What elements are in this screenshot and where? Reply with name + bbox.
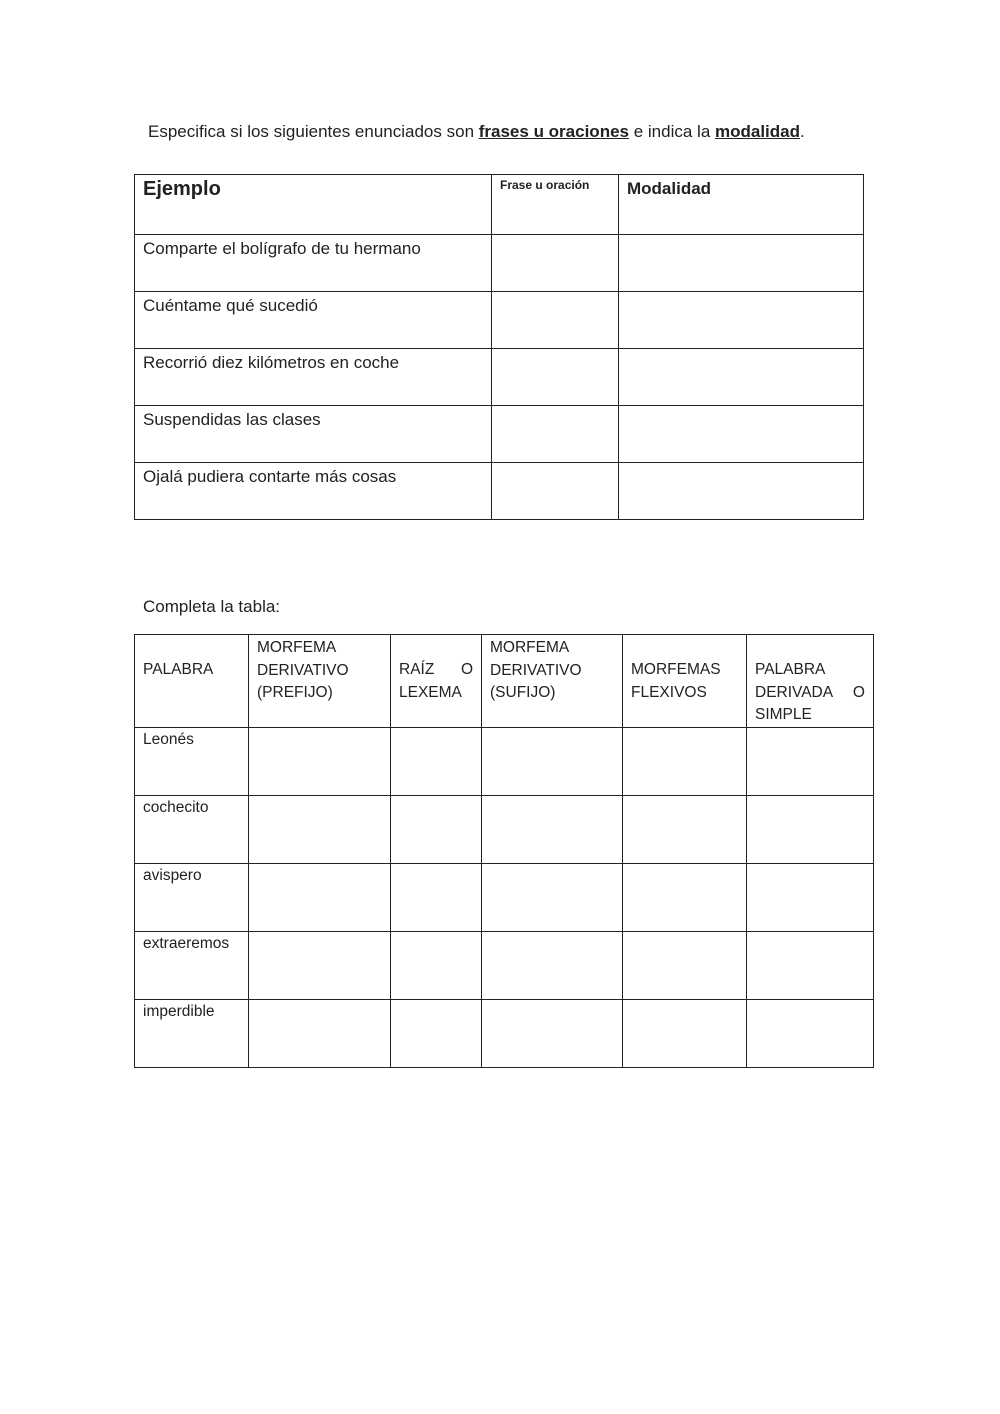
example-cell xyxy=(135,292,492,349)
example-text: Recorrió diez kilómetros en coche xyxy=(143,353,400,372)
word-cell xyxy=(135,864,249,932)
word-cell xyxy=(135,796,249,864)
table-row xyxy=(135,292,864,349)
header-derivada-label xyxy=(747,635,873,727)
header-frase-label: Frase u oración xyxy=(500,178,590,192)
modalidad-answer-cell[interactable] xyxy=(619,349,864,406)
header-line: RAÍZ O xyxy=(399,661,473,678)
header-ejemplo xyxy=(135,175,492,235)
exercise1-instruction xyxy=(148,121,805,143)
header-line: DERIVADA O xyxy=(755,683,865,701)
example-text: Ojalá pudiera contarte más cosas xyxy=(143,467,397,486)
derivada-answer-cell[interactable] xyxy=(747,864,874,932)
header-line: (SUFIJO) xyxy=(490,684,556,701)
flexivos-answer-cell[interactable] xyxy=(623,728,747,796)
flexivos-answer-cell[interactable] xyxy=(623,864,747,932)
modalidad-answer-cell[interactable] xyxy=(619,292,864,349)
table-row xyxy=(135,463,864,520)
frase-answer-cell[interactable] xyxy=(492,406,619,463)
header-line: FLEXIVOS xyxy=(631,683,707,701)
instruction-text: . xyxy=(800,122,805,141)
derivada-answer-cell[interactable] xyxy=(747,796,874,864)
modalidad-answer-cell[interactable] xyxy=(619,463,864,520)
header-raiz-label xyxy=(391,635,481,704)
example-text: Comparte el bolígrafo de tu hermano xyxy=(143,239,421,258)
raiz-answer-cell[interactable] xyxy=(391,932,482,1000)
prefijo-answer-cell[interactable] xyxy=(249,864,391,932)
flexivos-answer-cell[interactable] xyxy=(623,796,747,864)
header-line: PALABRA xyxy=(755,661,826,678)
instruction-emphasis-modalidad: modalidad xyxy=(715,122,801,141)
prefijo-answer-cell[interactable] xyxy=(249,728,391,796)
modalidad-answer-cell[interactable] xyxy=(619,235,864,292)
header-line: SIMPLE xyxy=(755,706,812,723)
example-cell xyxy=(135,463,492,520)
modalidad-answer-cell[interactable] xyxy=(619,406,864,463)
instruction-text: Especifica si los siguientes enunciados son xyxy=(148,122,479,141)
header-morfema-sufijo xyxy=(482,635,623,728)
table-row xyxy=(135,728,874,796)
raiz-answer-cell[interactable] xyxy=(391,864,482,932)
sufijo-answer-cell[interactable] xyxy=(482,728,623,796)
sufijo-answer-cell[interactable] xyxy=(482,796,623,864)
morphology-table xyxy=(134,634,874,1068)
raiz-answer-cell[interactable] xyxy=(391,1000,482,1068)
table-row xyxy=(135,932,874,1000)
word-cell xyxy=(135,1000,249,1068)
header-morfema-prefijo-label xyxy=(249,635,390,705)
word-cell xyxy=(135,728,249,796)
word-text: extraeremos xyxy=(143,935,230,952)
header-line: MORFEMA xyxy=(257,639,337,656)
frase-answer-cell[interactable] xyxy=(492,463,619,520)
header-palabra xyxy=(135,635,249,728)
table-row xyxy=(135,235,864,292)
word-text: avispero xyxy=(143,867,202,884)
sufijo-answer-cell[interactable] xyxy=(482,932,623,1000)
header-line: DERIVATIVO xyxy=(257,661,349,679)
instruction-text: e indica la xyxy=(629,122,715,141)
prefijo-answer-cell[interactable] xyxy=(249,1000,391,1068)
header-modalidad xyxy=(619,175,864,235)
example-cell xyxy=(135,349,492,406)
header-palabra-label: PALABRA xyxy=(143,661,214,678)
table-row xyxy=(135,796,874,864)
header-morfema-prefijo xyxy=(249,635,391,728)
derivada-answer-cell[interactable] xyxy=(747,932,874,1000)
example-cell xyxy=(135,406,492,463)
header-raiz-lexema xyxy=(391,635,482,728)
example-cell xyxy=(135,235,492,292)
header-morfemas-flexivos xyxy=(623,635,747,728)
flexivos-answer-cell[interactable] xyxy=(623,1000,747,1068)
header-frase-u-oracion xyxy=(492,175,619,235)
derivada-answer-cell[interactable] xyxy=(747,1000,874,1068)
word-cell xyxy=(135,932,249,1000)
header-ejemplo-label: Ejemplo xyxy=(143,178,221,200)
word-text: cochecito xyxy=(143,799,209,816)
table-row xyxy=(135,864,874,932)
example-text: Cuéntame qué sucedió xyxy=(143,296,318,315)
exercise2-instruction: Completa la tabla: xyxy=(143,597,281,616)
word-text: imperdible xyxy=(143,1003,215,1020)
prefijo-answer-cell[interactable] xyxy=(249,796,391,864)
header-line: MORFEMAS xyxy=(631,661,721,678)
header-morfema-sufijo-label xyxy=(482,635,622,705)
table-row xyxy=(135,406,864,463)
header-flexivos-label xyxy=(623,635,746,704)
header-line: LEXEMA xyxy=(399,683,462,701)
sentence-classification-table xyxy=(134,174,864,520)
header-modalidad-label: Modalidad xyxy=(627,179,712,198)
prefijo-answer-cell[interactable] xyxy=(249,932,391,1000)
table-row xyxy=(135,1000,874,1068)
frase-answer-cell[interactable] xyxy=(492,349,619,406)
raiz-answer-cell[interactable] xyxy=(391,796,482,864)
header-line: (PREFIJO) xyxy=(257,684,333,701)
header-line: MORFEMA xyxy=(490,639,570,656)
derivada-answer-cell[interactable] xyxy=(747,728,874,796)
table-header-row xyxy=(135,635,874,728)
table-row xyxy=(135,349,864,406)
raiz-answer-cell[interactable] xyxy=(391,728,482,796)
frase-answer-cell[interactable] xyxy=(492,235,619,292)
frase-answer-cell[interactable] xyxy=(492,292,619,349)
header-derivada-simple xyxy=(747,635,874,728)
example-text: Suspendidas las clases xyxy=(143,410,321,429)
instruction-emphasis-frases: frases u oraciones xyxy=(478,122,629,141)
header-line: DERIVATIVO xyxy=(490,661,582,679)
table-header-row xyxy=(135,175,864,235)
flexivos-answer-cell[interactable] xyxy=(623,932,747,1000)
sufijo-answer-cell[interactable] xyxy=(482,864,623,932)
sufijo-answer-cell[interactable] xyxy=(482,1000,623,1068)
word-text: Leonés xyxy=(143,731,194,748)
